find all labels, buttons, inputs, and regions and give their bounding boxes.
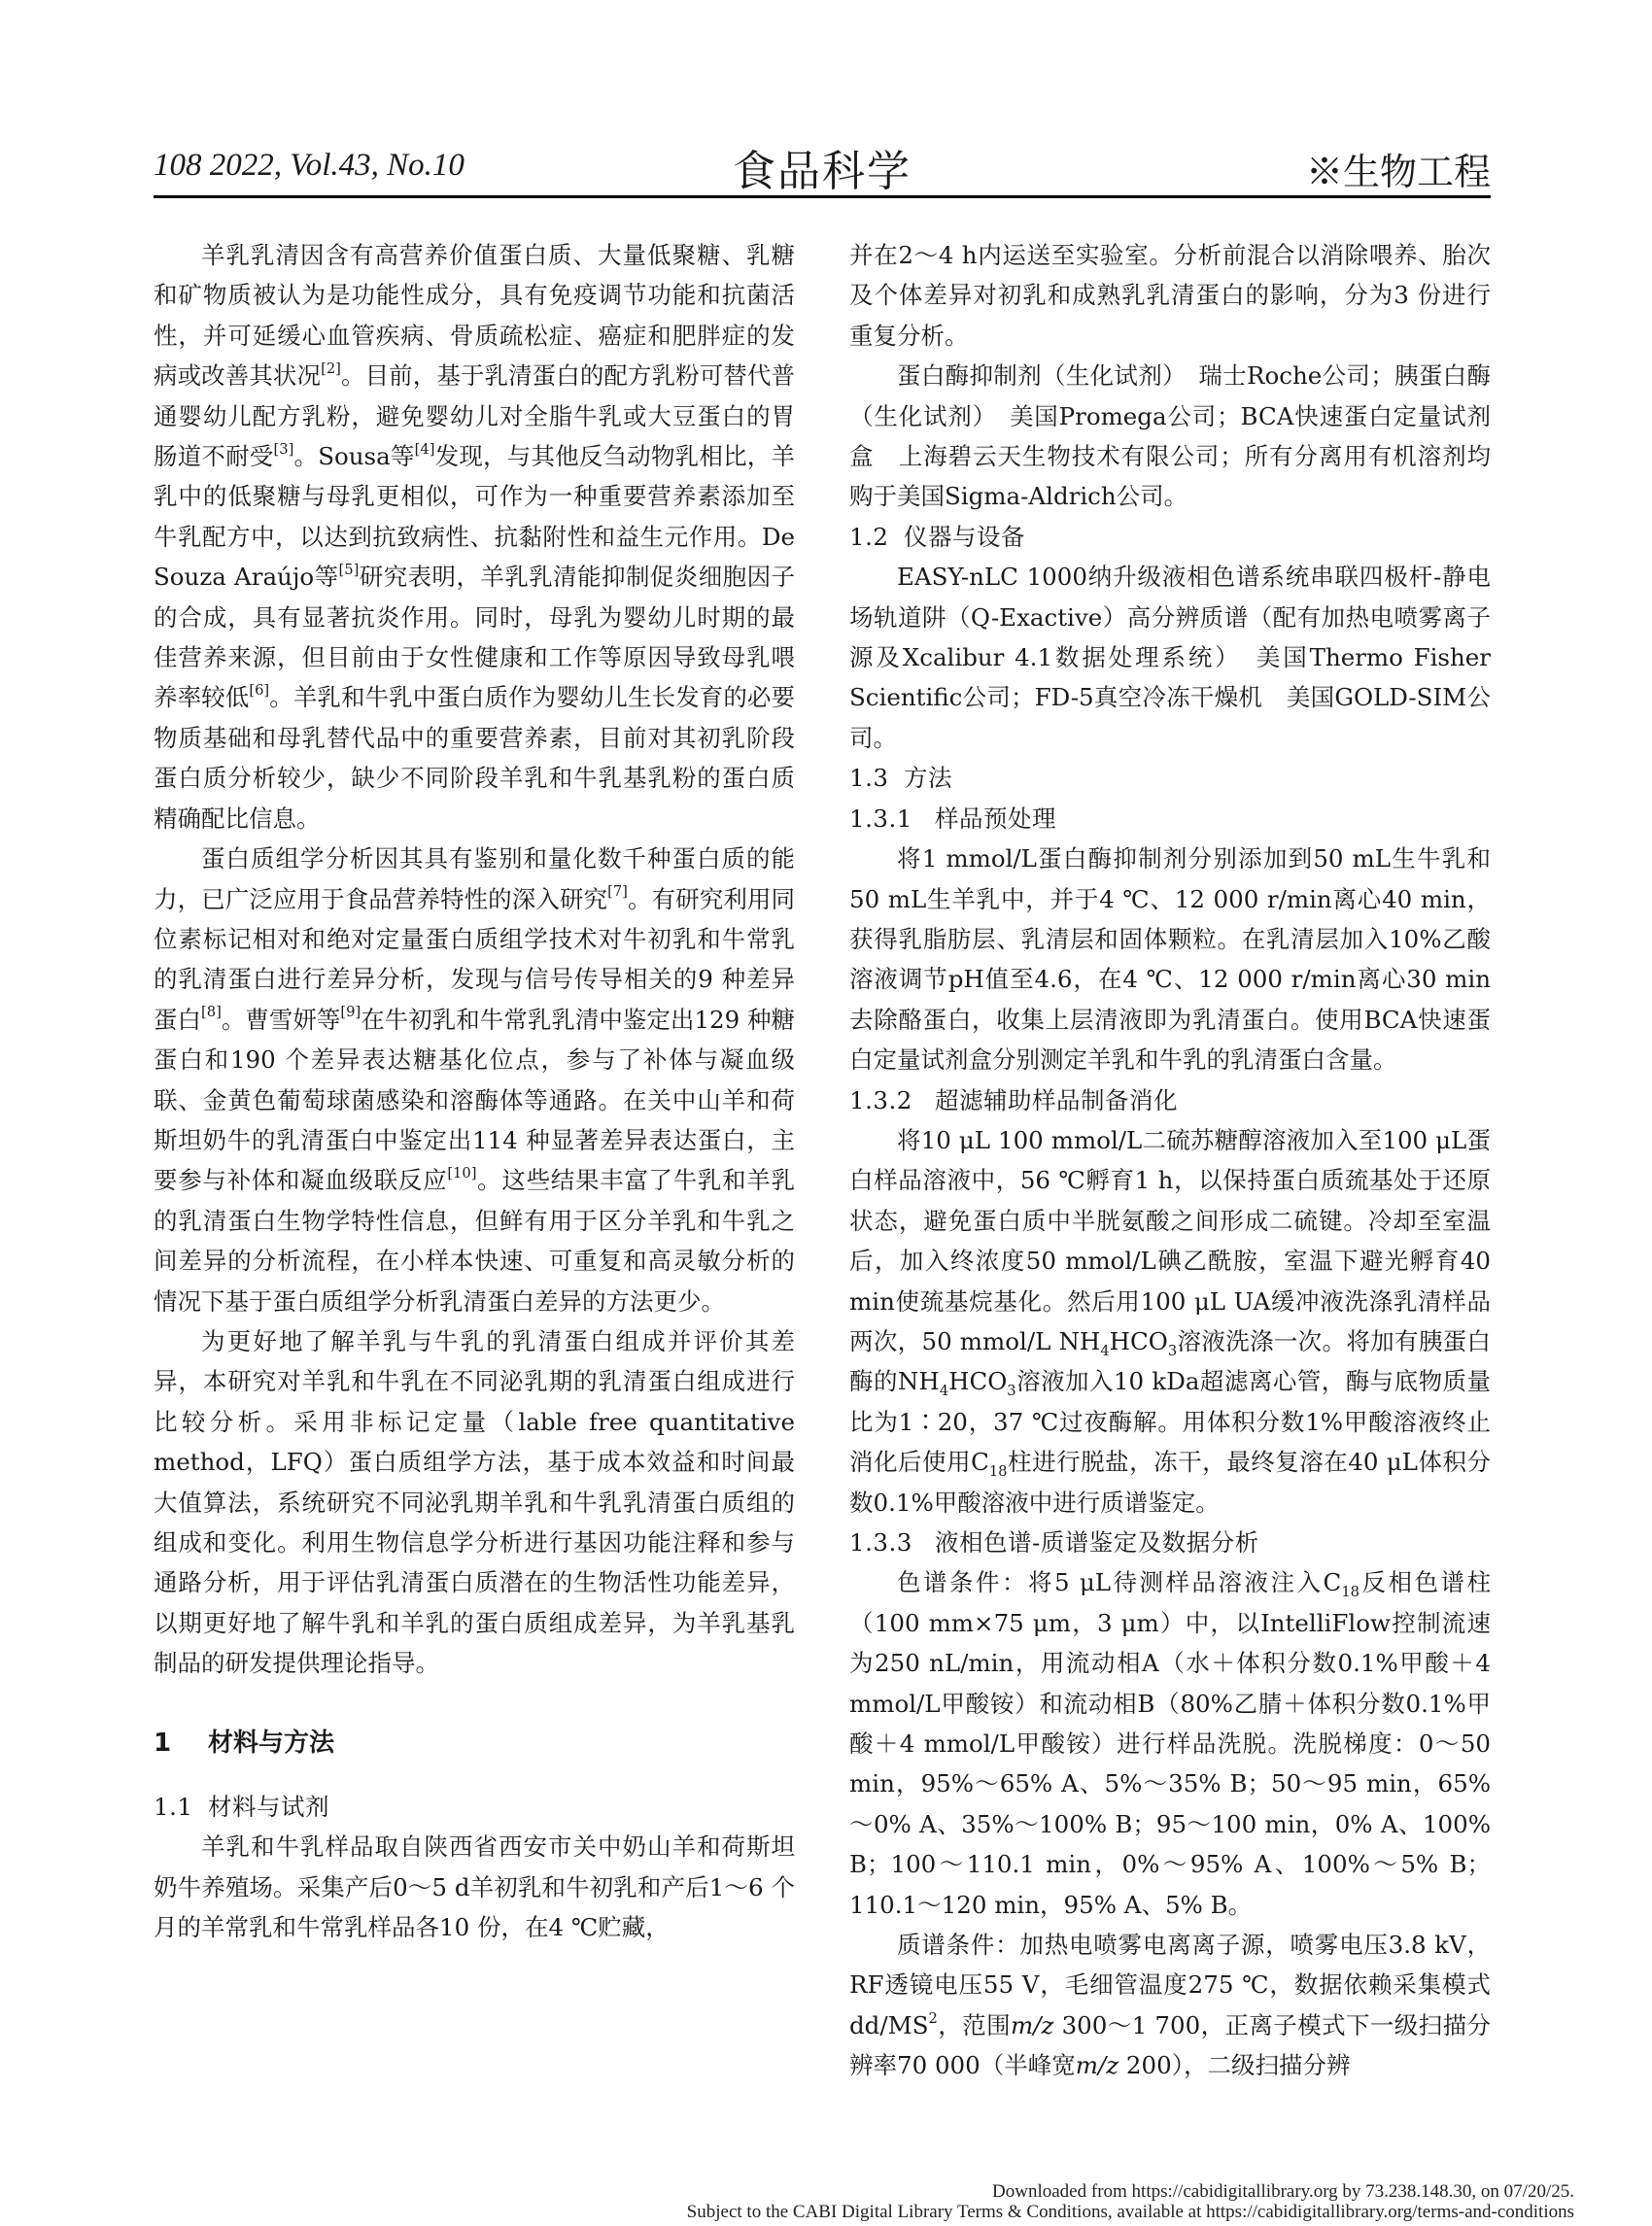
subsection-heading: 1.3.2 超滤辅助样品制备消化 xyxy=(849,1085,1178,1114)
paragraph: 羊乳和牛乳样品取自陕西省西安市关中奶山羊和荷斯坦奶牛养殖场。采集产后0～5 d羊初乳和牛初乳和产后1～6 个月的羊常乳和牛常乳样品各10 份，在4 ℃贮藏， xyxy=(154,1832,795,1942)
paragraph: 为更好地了解羊乳与牛乳的乳清蛋白组成并评价其差异，本研究对羊乳和牛乳在不同泌乳期的乳清蛋白组成进行比较分析。采用非标记定量（lable free quantitative method，LFQ）蛋白质组学方法，基于成本效益和时间最大值算法，系统研究不同泌乳期羊乳和牛乳乳清蛋白质组的组成和变化。利用生物信息学分析进行基因功能注释和参与通路分析，用于评估乳清蛋白质潜在的生物活性功能差异，以期更好地了解牛乳和羊乳的蛋白质组成差异，为羊乳基乳制品的研发提供理论指导。 xyxy=(154,1326,795,1678)
paragraph: 将1 mmol/L蛋白酶抑制剂分别添加到50 mL生牛乳和50 mL生羊乳中，并于4 ℃、12 000 r/min离心40 min，获得乳脂肪层、乳清层和固体颗粒。在乳清层加入10%乙酸溶液调节pH值至4.6，在4 ℃、12 000 r/min离心30 min去除酪蛋白，收集上层清液即为乳清蛋白。使用BCA快速蛋白定量试剂盒分别测定羊乳和牛乳的乳清蛋白含量。 xyxy=(849,844,1491,1075)
footer-download-line: Downloaded from https://cabidigitallibrary.org by 73.238.148.30, on 07/20/25. xyxy=(992,2181,1574,2202)
subsection-heading: 1.3.1 样品预处理 xyxy=(849,804,1056,833)
paragraph: 并在2～4 h内运送至实验室。分析前混合以消除喂养、胎次及个体差异对初乳和成熟乳乳清蛋白的影响，分为3 份进行重复分析。 xyxy=(849,241,1491,350)
download-footer xyxy=(687,2181,1574,2222)
paragraph: 将10 μL 100 mmol/L二硫苏糖醇溶液加入至100 μL蛋白样品溶液中，56 ℃孵育1 h，以保持蛋白质巯基处于还原状态，避免蛋白质中半胱氨酸之间形成二硫键。冷却至室温后，加入终浓度50 mmol/L碘乙酰胺，室温下避光孵育40 min使巯基烷基化。然后用100 μL UA缓冲液洗涤乳清样品两次，50 mmol/L $NH_4HCO_3$溶液洗涤一次。将加有胰蛋白酶的$NH_4HCO_3$溶液加入10 kDa超滤离心管，酶与底物质量比为1∶20，37 ℃过夜酶解。用体积分数1%甲酸溶液终止消化后使用$C_{18}$柱进行脱盐，冻干，最终复溶在40 μL体积分数0.1%甲酸溶液中进行质谱鉴定。 xyxy=(849,1125,1491,1517)
subsection-heading: 1.1 材料与试剂 xyxy=(154,1793,329,1822)
journal-title: 食品科学 xyxy=(733,147,912,196)
left-column xyxy=(154,235,795,1948)
section-label: ※生物工程 xyxy=(1305,151,1491,193)
running-header xyxy=(154,136,1491,194)
paragraph: EASY-nLC 1000纳升级液相色谱系统串联四极杆-静电场轨道阱（Q-Exactive）高分辨质谱（配有加热电喷雾离子源及Xcalibur 4.1数据处理系统） 美国Thermo Fisher Scientific公司；FD-5真空冷冻干燥机 美国GOLD-SIM公司。 xyxy=(849,563,1491,752)
paragraph: 蛋白酶抑制剂（生化试剂） 瑞士Roche公司；胰蛋白酶（生化试剂） 美国Promega公司；BCA快速蛋白定量试剂盒 上海碧云天生物技术有限公司；所有分离用有机溶剂均购于美国Sigma-Aldrich公司。 xyxy=(849,361,1491,511)
footer-terms-line: Subject to the CABI Digital Library Terms & Conditions, available at https://cabidigitallibrary.org/terms-and-conditions xyxy=(686,2202,1574,2222)
subsection-heading: 1.3 方法 xyxy=(849,764,952,793)
paragraph: 蛋白质组学分析因其具有鉴别和量化数千种蛋白质的能力，已广泛应用于食品营养特性的深入研究[7]。有研究利用同位素标记相对和绝对定量蛋白质组学技术对牛初乳和牛常乳的乳清蛋白进行差异分析，发现与信号传导相关的9 种差异蛋白[8]。曹雪妍等[9]在牛初乳和牛常乳乳清中鉴定出129 种糖蛋白和190 个差异表达糖基化位点，参与了补体与凝血级联、金黄色葡萄球菌感染和溶酶体等通路。在关中山羊和荷斯坦奶牛的乳清蛋白中鉴定出114 种显著差异表达蛋白，主要参与补体和凝血级联反应[10]。这些结果丰富了牛乳和羊乳的乳清蛋白生物学特性信息，但鲜有用于区分羊乳和牛乳之间差异的分析流程，在小样本快速、可重复和高灵敏分析的情况下基于蛋白质组学分析乳清蛋白差异的方法更少。 xyxy=(154,844,796,1316)
page-volume-info: 108 2022, Vol.43, No.10 xyxy=(154,148,465,183)
subsection-heading: 1.2 仪器与设备 xyxy=(849,522,1025,551)
paragraph: 色谱条件：将5 μL待测样品溶液注入$C_{18}$反相色谱柱（100 mm×75 μm，3 μm）中，以IntelliFlow控制流速为250 nL/min，用流动相A（水＋体积分数0.1%甲酸＋4 mmol/L甲酸铵）和流动相B（80%乙腈＋体积分数0.1%甲酸＋4 mmol/L甲酸铵）进行样品洗脱。洗脱梯度：0～50 min，95%～65% A、5%～35% B；50～95 min，65%～0% A、35%～100% B；95～100 min，0% A、100% B；100～110.1 min，0%～95% A、100%～5% B；110.1～120 min，95% A、5% B。 xyxy=(849,1568,1492,1919)
paragraph: 质谱条件：加热电喷雾电离离子源，喷雾电压3.8 kV，RF透镜电压55 V，毛细管温度275 ℃，数据依赖采集模式$dd/MS^2$，范围m/z 300～1 700，正离子模式下一级扫描分辨率70 000（半峰宽m/z 200），二级扫描分辨 xyxy=(849,1931,1491,2080)
right-column xyxy=(849,235,1491,2086)
section-heading: 1 材料与方法 xyxy=(154,1728,335,1758)
subsection-heading: 1.3.3 液相色谱-质谱鉴定及数据分析 xyxy=(849,1528,1259,1557)
header-rule xyxy=(154,195,1491,198)
paragraph: 羊乳乳清因含有高营养价值蛋白质、大量低聚糖、乳糖和矿物质被认为是功能性成分，具有免疫调节功能和抗菌活性，并可延缓心血管疾病、骨质疏松症、癌症和肥胖症的发病或改善其状况[2]。目前，基于乳清蛋白的配方乳粉可替代普通婴幼儿配方乳粉，避免婴幼儿对全脂牛乳或大豆蛋白的胃肠道不耐受[3]。Sousa等[4]发现，与其他反刍动物乳相比，羊乳中的低聚糖与母乳更相似，可作为一种重要营养素添加至牛乳配方中，以达到抗致病性、抗黏附性和益生元作用。De Souza Araújo等[5]研究表明，羊乳乳清能抑制促炎细胞因子的合成，具有显著抗炎作用。同时，母乳为婴幼儿时期的最佳营养来源，但目前由于女性健康和工作等原因导致母乳喂养率较低[6]。羊乳和牛乳中蛋白质作为婴幼儿生长发育的必要物质基础和母乳替代品中的重要营养素，目前对其初乳阶段蛋白质分析较少，缺少不同阶段羊乳和牛乳基乳粉的蛋白质精确配比信息。 xyxy=(154,241,796,833)
